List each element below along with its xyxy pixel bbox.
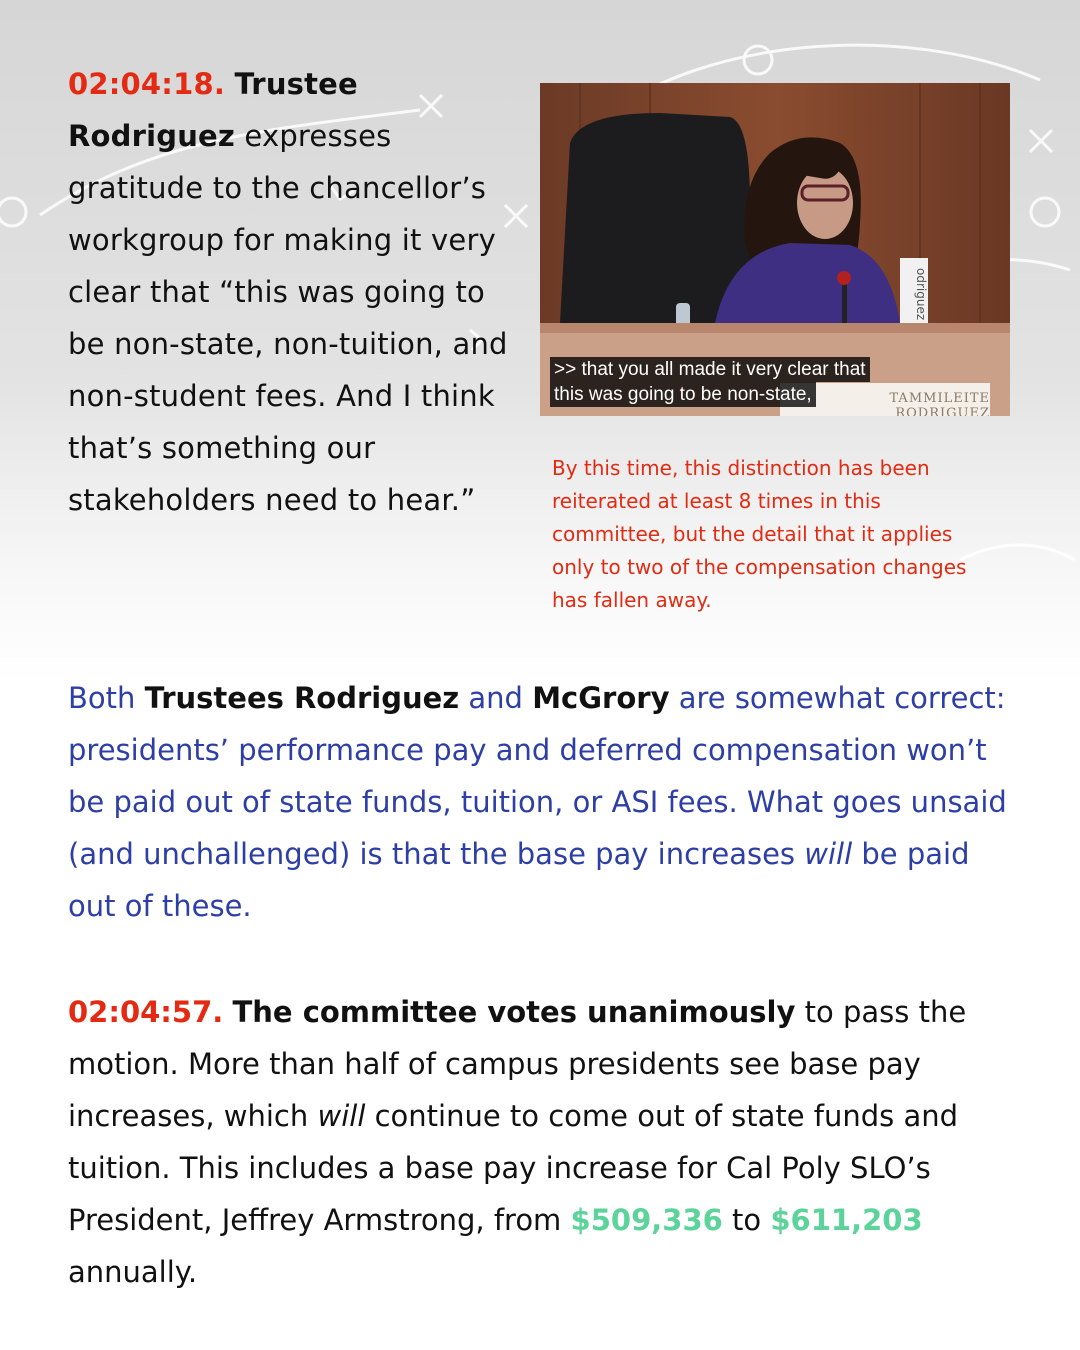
- caption-line-1: >> that you all made it very clear that: [550, 357, 870, 382]
- timestamp-1: 02:04:18.: [68, 67, 226, 101]
- trustee-name-1: Trustees Rodriguez: [144, 681, 460, 715]
- caption-line-2: this was going to be non-state,: [550, 382, 816, 407]
- entry-2-text-2: continue to come out of state funds and tuition. This includes a base pay increase for Cal Poly SLO’s President, Jeffrey Armstrong, from: [68, 1099, 959, 1237]
- analysis-text-2: and: [459, 681, 533, 715]
- closed-caption: [550, 357, 870, 407]
- trustee-name-2: McGrory: [532, 681, 670, 715]
- analysis-text-3: are somewhat correct: presidents’ performance pay and deferred compensation won’t be paid out of state funds, tuition, or ASI fees. What goes unsaid (and unchallenged) is that the base pay increases: [68, 681, 1007, 871]
- video-still: [540, 83, 1010, 416]
- entry-1-quote: “this was going to be non-state, non-tuition, and non-student fees. And I think that’s something our stakeholders need to hear.”: [68, 275, 508, 517]
- timestamp-entry-1: [68, 58, 518, 526]
- analysis-text-1: Both: [68, 681, 145, 715]
- salary-after: $611,203: [770, 1203, 923, 1237]
- entry-1-text: expresses gratitude to the chancellor’s workgroup for making it very clear that: [68, 119, 496, 309]
- annotation-note: By this time, this distinction has been reiterated at least 8 times in this committee, but the detail that it applies only to two of the compensation changes has fallen away.: [552, 456, 967, 612]
- entry-2-text-3: to: [722, 1203, 771, 1237]
- name-card-text: odriguez: [914, 268, 928, 321]
- vote-headline: The committee votes unanimously: [232, 995, 796, 1029]
- speaker-name: Trustee Rodriguez: [68, 67, 358, 153]
- entry-2-text-1: to pass the motion. More than half of campus presidents see base pay increases, which: [68, 995, 967, 1133]
- timestamp-entry-2: [68, 986, 1008, 1298]
- entry-2-text-4: annually.: [68, 1255, 198, 1289]
- emphasis-will: will: [804, 837, 853, 871]
- timestamp-2: 02:04:57.: [68, 995, 224, 1029]
- analysis-text-4: be paid out of these.: [68, 837, 970, 923]
- analysis-paragraph: [68, 672, 1008, 932]
- salary-before: $509,336: [570, 1203, 723, 1237]
- nameplate: TAMMILEITE RODRIGUEZ: [889, 391, 990, 416]
- emphasis-will-2: will: [317, 1099, 366, 1133]
